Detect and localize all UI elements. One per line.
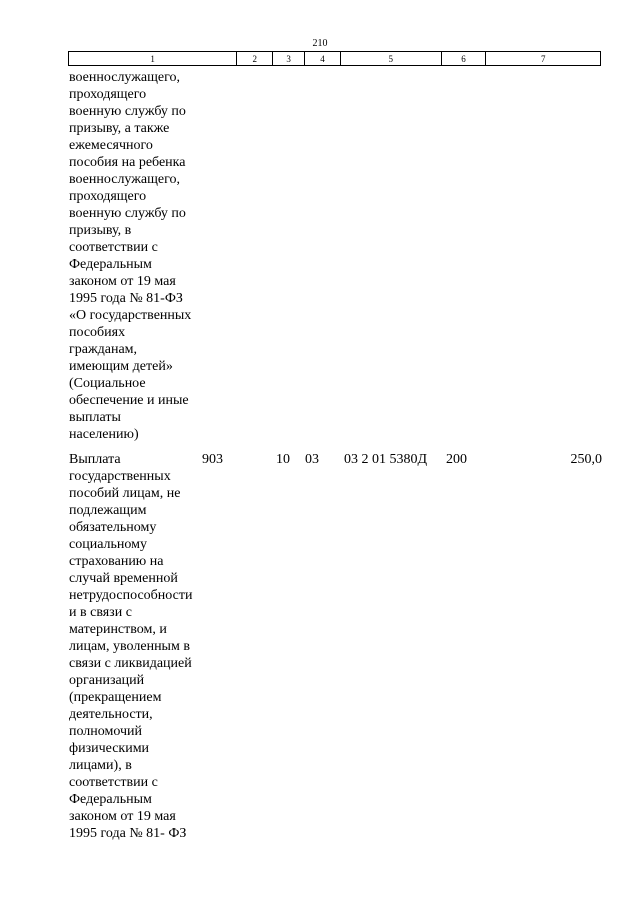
row-1-name-line: призыву, а также xyxy=(69,121,170,136)
row-2-name-line: и в связи с xyxy=(69,605,132,620)
row-2-section: 10 xyxy=(276,452,290,467)
row-2-name-line: полномочий xyxy=(69,724,143,739)
row-1-name-line: военную службу по xyxy=(69,206,186,221)
row-1-name-line: имеющим детей» xyxy=(69,359,173,374)
row-2-name-line: лицами), в xyxy=(69,758,132,773)
row-2-amount: 250,0 xyxy=(570,452,602,467)
row-1-name-line: военнослужащего, xyxy=(69,70,181,85)
row-2-name-line: нетрудоспособности xyxy=(69,588,193,603)
row-1-name-line: «О государственных xyxy=(69,308,192,323)
row-1-name-cell xyxy=(69,69,191,443)
row-2-name-cell xyxy=(69,451,192,842)
row-1-name-line: военнослужащего, xyxy=(69,172,181,187)
header-col-7: 7 xyxy=(540,53,546,64)
row-2-name-line: деятельности, xyxy=(69,707,153,722)
header-col-6: 6 xyxy=(442,52,487,65)
row-2-name-line: физическими xyxy=(69,741,150,756)
header-col-5: 5 xyxy=(341,52,442,65)
header-col-4: 4 xyxy=(305,52,341,65)
row-2-name-line: страхованию на xyxy=(69,554,164,569)
row-1-name-line: населению) xyxy=(69,427,139,442)
row-1-name-line: Федеральным xyxy=(69,257,152,272)
header-col-2: 2 xyxy=(237,52,273,65)
row-2-admin-code: 903 xyxy=(202,452,223,467)
table-header-row xyxy=(68,51,601,66)
row-2-name-line: пособий лицам, не xyxy=(69,486,181,501)
row-2-name-line: государственных xyxy=(69,469,171,484)
row-2-name-line: Выплата xyxy=(69,452,121,467)
page-number: 210 xyxy=(312,38,328,49)
row-1-name-line: ежемесячного xyxy=(69,138,153,153)
row-1-name-line: пособиях xyxy=(69,325,126,340)
row-1-name-line: законом от 19 мая xyxy=(69,274,176,289)
row-1-name-line: пособия на ребенка xyxy=(69,155,186,170)
row-1-name-line: проходящего xyxy=(69,87,147,102)
row-2-expense-type: 200 xyxy=(446,452,467,467)
row-2-name-line: связи с ликвидацией xyxy=(69,656,192,671)
row-2-name-line: случай временной xyxy=(69,571,178,586)
row-2-name-line: лицам, уволенным в xyxy=(69,639,190,654)
row-1-name-line: призыву, в xyxy=(69,223,132,238)
row-1-name-line: военную службу по xyxy=(69,104,186,119)
row-1-name-line: (Социальное xyxy=(69,376,146,391)
row-1-name-line: обеспечение и иные xyxy=(69,393,189,408)
row-2-name-line: организаций xyxy=(69,673,145,688)
row-2-name-line: Федеральным xyxy=(69,792,152,807)
header-col-1: 1 xyxy=(69,52,237,65)
row-2-name-line: обязательному xyxy=(69,520,157,535)
row-1-name-line: 1995 года № 81-ФЗ xyxy=(69,291,183,306)
header-col-3: 3 xyxy=(273,52,305,65)
row-2-name-line: подлежащим xyxy=(69,503,147,518)
row-2-name-line: 1995 года № 81- ФЗ xyxy=(69,826,187,841)
row-2-target-code: 03 2 01 5380Д xyxy=(344,452,428,467)
row-2-subsection: 03 xyxy=(305,452,319,467)
row-2-name-line: материнством, и xyxy=(69,622,167,637)
row-2-name-line: соответствии с xyxy=(69,775,158,790)
row-1-name-line: соответствии с xyxy=(69,240,158,255)
row-1-name-line: проходящего xyxy=(69,189,147,204)
row-2-name-line: законом от 19 мая xyxy=(69,809,176,824)
row-1-name-line: гражданам, xyxy=(69,342,138,357)
row-2-name-line: социальному xyxy=(69,537,147,552)
row-1-name-line: выплаты xyxy=(69,410,121,425)
row-2-name-line: (прекращением xyxy=(69,690,162,705)
